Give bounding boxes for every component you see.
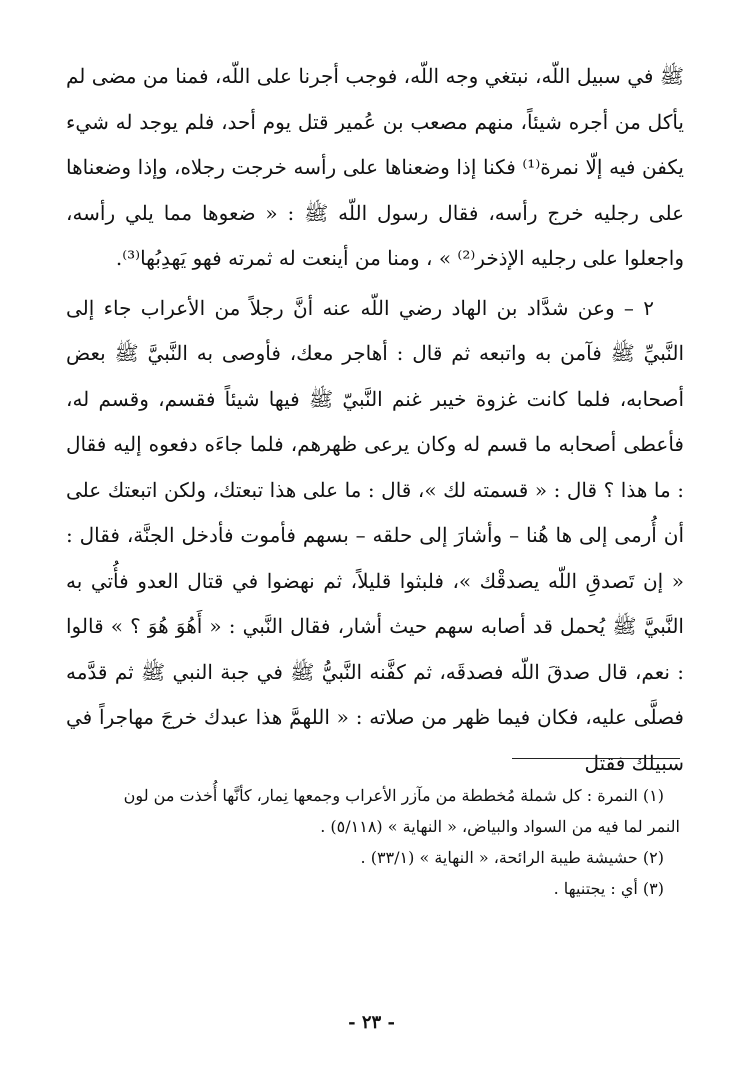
footnote-3: (٣) أي : يجتنيها .	[553, 879, 664, 898]
paragraph-1: ﷺ في سبيل اللّه، نبتغي وجه اللّه، فوجب أجرنا على اللّه، فمنا من مضى لم يأكل من أجره شيئاً، منهم مصعب بن عُمير قتل يوم أحد، فلم يوجد له شيء يكفن فيه إلّا نمرة⁽¹⁾ فكنا إذا وضعناها على رأسه خرجت رجلاه، وإذا وضعناها على رجليه خرج رأسه، فقال رسول اللّه ﷺ : « ضعوها مما يلي رأسه، واجعلوا على رجليه الإذخر⁽²⁾ » ، ومنا من أينعت له ثمرته فهو يَهدِبُها⁽³⁾.	[66, 64, 684, 270]
footnote-1: (١) النمرة : كل شملة مُخططة من مآزر الأعراب وجمعها نِمار، كأنَّها أُخذت من لون	[123, 786, 664, 805]
footnote-2: (٢) حشيشة طيبة الرائحة، « النهاية » (٣٣/١) .	[360, 848, 664, 867]
paragraph-2-hadith: ٢ – وعن شدَّاد بن الهاد رضي اللّه عنه أنَّ رجلاً من الأعراب جاء إلى النَّبيِّ ﷺ فآمن به واتبعه ثم قال : أهاجر معك، فأوصى به النَّبيَّ ﷺ بعض أصحابه، فلما كانت غزوة خيبر غنم النَّبيّ ﷺ فيها شيئاً فقسم، وقسم له، فأعطى أصحابه ما قسم له وكان يرعى ظهرهم، فلما جاءَه دفعوه إليه فقال : ما هذا ؟ قال : « قسمته لك »، قال : ما على هذا تبعتك، ولكن اتبعتك على أن أُرمى إلى ها هُنا – وأشارَ إلى حلقه – بسهم فأموت فأدخل الجنَّة، فقال : « إن تَصدقِ اللّه يصدقْك »، فلبثوا قليلاً، ثم نهضوا في قتال العدو فأُتي به النَّبيَّ ﷺ يُحمل قد أصابه سهم حيث أشار، فقال النَّبي : « أَهُوَ هُوَ ؟ » قالوا : نعم، قال صدقَ اللّه فصدقَه، ثم كفَّنه النَّبيُّ ﷺ في جبة النبي ﷺ ثم قدَّمه فصلَّى عليه، فكان فيما ظهر من صلاته : « اللهمَّ هذا عبدك خرجَ مهاجراً في سبيلك فقتل	[66, 295, 684, 775]
footnote-1-continuation: النمر لما فيه من السواد والبياض، « النهاية » (٥/١١٨) .	[320, 817, 680, 836]
main-text	[66, 54, 684, 786]
footnote-separator	[512, 758, 680, 759]
footnotes	[74, 780, 680, 904]
page-number: - ٢٣ -	[348, 1012, 395, 1033]
